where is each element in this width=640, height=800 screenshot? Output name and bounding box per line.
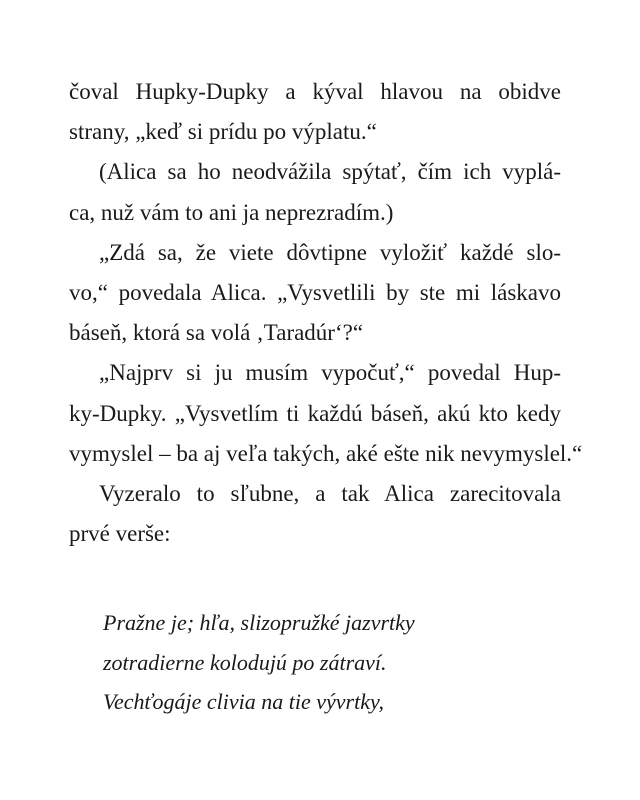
- poem-verse: Pražne je; hľa, slizopružké jazvrtky: [103, 610, 415, 635]
- poem-verse: Vechťogáje clivia na tie vývrtky,: [103, 689, 385, 714]
- text-line: vo,“ povedala Alica. „Vysvetlili by ste mi láskavo: [69, 280, 561, 306]
- text-line: „Zdá sa, že viete dôvtipne vyložiť každé slo-: [99, 239, 561, 265]
- text-line: (Alica sa ho neodvážila spýtať, čím ich vyplá-: [99, 159, 561, 185]
- text-line: čoval Hupky-Dupky a kýval hlavou na obidve: [69, 79, 561, 104]
- poem-verses: [103, 603, 523, 722]
- text-line: strany, „keď si prídu po výplatu.“: [69, 119, 377, 145]
- text-line: ca, nuž vám to ani ja neprezradím.): [69, 199, 394, 225]
- text-line: báseň, ktorá sa volá ‚Taradúr‘?“: [69, 320, 364, 346]
- text-line: Vyzeralo to sľubne, a tak Alica zarecitovala: [99, 481, 561, 507]
- text-line: prvé verše:: [69, 521, 171, 547]
- poem-verse: zotradierne kolodujú po zátraví.: [103, 649, 387, 675]
- text-line: „Najprv si ju musím vypočuť,“ povedal Hup-: [99, 360, 561, 386]
- text-line: vymyslel – ba aj veľa takých, aké ešte nik nevymyslel.“: [69, 440, 583, 466]
- prose-text: [69, 72, 583, 554]
- text-line: ky-Dupky. „Vysvetlím ti každú báseň, akú kto kedy: [69, 400, 561, 426]
